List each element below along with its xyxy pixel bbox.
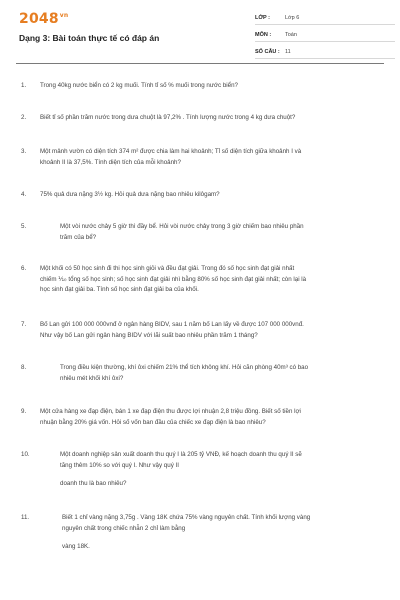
- question-text: [40, 81, 380, 92]
- question-line: Một cửa hàng xe đạp điện, bán 1 xe đạp điện thu được lợi nhuận 2,8 triệu đồng. Biết số tiền lợi: [40, 408, 301, 415]
- question-text: [60, 222, 378, 243]
- question-number: 8.: [21, 364, 27, 371]
- question-line: doanh thu là bao nhiêu?: [60, 480, 127, 488]
- question-line: nhuận bằng 20% giá vốn. Hỏi số vốn ban đầu của chiếc xe đạp điện là bao nhiêu?: [40, 418, 266, 426]
- question-line: Biết 1 chỉ vàng nặng 3,75g . Vàng 18K chứa 75% vàng nguyên chất. Tính khối lượng vàng: [62, 514, 311, 521]
- question-text: [40, 113, 380, 124]
- question-number: 6.: [21, 265, 27, 272]
- page-header: [0, 0, 400, 66]
- question-line: [62, 534, 380, 542]
- question-number: 3.: [21, 148, 27, 155]
- question-line: học sinh đạt giải ba. Tính số học sinh đạt giải ba của khối.: [40, 286, 199, 294]
- page-title: Dạng 3: Bài toán thực tế có đáp án: [19, 33, 160, 43]
- question-text: [40, 320, 380, 341]
- logo-suffix: vn: [59, 12, 69, 20]
- logo-text: 2048: [19, 11, 59, 27]
- question-line: nguyên chất trong chiếc nhẫn 2 chỉ làm bằng: [62, 524, 186, 532]
- question-number: 2.: [21, 114, 27, 121]
- question-line: chiếm ⅒ tổng số học sinh; số học sinh đạt giải nhì bằng 80% số học sinh đạt giải nhất; còn lại là: [40, 275, 307, 283]
- question-line: Biết tỉ số phần trăm nước trong dưa chuột là 97,2% . Tính lượng nước trong 4 kg dưa chuột?: [40, 114, 296, 121]
- question-number: 4.: [21, 191, 27, 198]
- meta-value: Toán: [285, 32, 297, 38]
- question-line: Một khối có 50 học sinh đi thi học sinh giỏi và đều đạt giải. Trong đó số học sinh đạt giải nhất: [40, 265, 295, 272]
- question-line: vàng 18K.: [62, 543, 90, 551]
- question-line: 75% quả dưa nặng 3½ kg. Hỏi quả dưa nặng bao nhiêu kilôgam?: [40, 191, 220, 198]
- question-line: Trong điều kiện thường, khí ôxi chiếm 21% thể tích không khí. Hỏi căn phòng 40m³ có bao: [60, 364, 309, 371]
- question-line: Như vậy bố Lan gửi ngân hàng BIDV với lãi suất bao nhiêu phần trăm 1 tháng?: [40, 331, 258, 339]
- question-line: Một vòi nước chảy 5 giờ thì đầy bể. Hỏi vòi nước chảy trong 3 giờ chiếm bao nhiêu phần: [60, 223, 304, 230]
- question-number: 7.: [21, 321, 27, 328]
- question-number: 10.: [21, 451, 30, 458]
- meta-label: LỚP :: [255, 15, 270, 21]
- header-divider: [16, 63, 384, 64]
- question-line: [60, 471, 378, 479]
- meta-label: MÔN :: [255, 32, 272, 38]
- meta-row-count: [255, 46, 395, 59]
- meta-label: SỐ CÂU :: [255, 49, 280, 55]
- site-logo[interactable]: [19, 11, 68, 27]
- question-line: khoảnh II là 37,5%. Tính diện tích của mỗi khoảnh?: [40, 158, 181, 166]
- meta-row-class: [255, 12, 395, 25]
- question-line: trăm của bể?: [60, 233, 97, 241]
- meta-value: 11: [285, 49, 291, 55]
- question-text: [40, 147, 380, 168]
- meta-table: [255, 12, 395, 63]
- question-text: [60, 450, 378, 490]
- question-line: Một doanh nghiệp sản xuất doanh thu quý I là 205 tỷ VNĐ, kế hoạch doanh thu quý II sẽ: [60, 451, 302, 458]
- question-number: 5.: [21, 223, 27, 230]
- question-text: [60, 363, 378, 384]
- question-line: Bố Lan gửi 100 000 000vnđ ở ngân hàng BIDV, sau 1 năm bố Lan lấy về được 107 000 000vnđ.: [40, 321, 304, 328]
- meta-row-subject: [255, 29, 395, 42]
- question-line: Trong 40kg nước biển có 2 kg muối. Tính tỉ số % muối trong nước biển?: [40, 82, 238, 89]
- question-text: [62, 513, 380, 553]
- question-number: 11.: [21, 514, 30, 521]
- meta-value: Lớp 6: [285, 15, 300, 21]
- question-line: nhiêu mét khối khí ôxi?: [60, 374, 124, 382]
- question-text: [40, 264, 380, 296]
- question-line: tăng thêm 10% so với quý I. Như vậy quý II: [60, 461, 179, 469]
- question-text: [40, 190, 380, 201]
- question-number: 1.: [21, 82, 27, 89]
- question-text: [40, 407, 380, 428]
- question-number: 9.: [21, 408, 27, 415]
- question-line: Một mảnh vườn có diện tích 374 m² được chia làm hai khoảnh; Tỉ số diện tích giữa khoảnh I và: [40, 148, 302, 155]
